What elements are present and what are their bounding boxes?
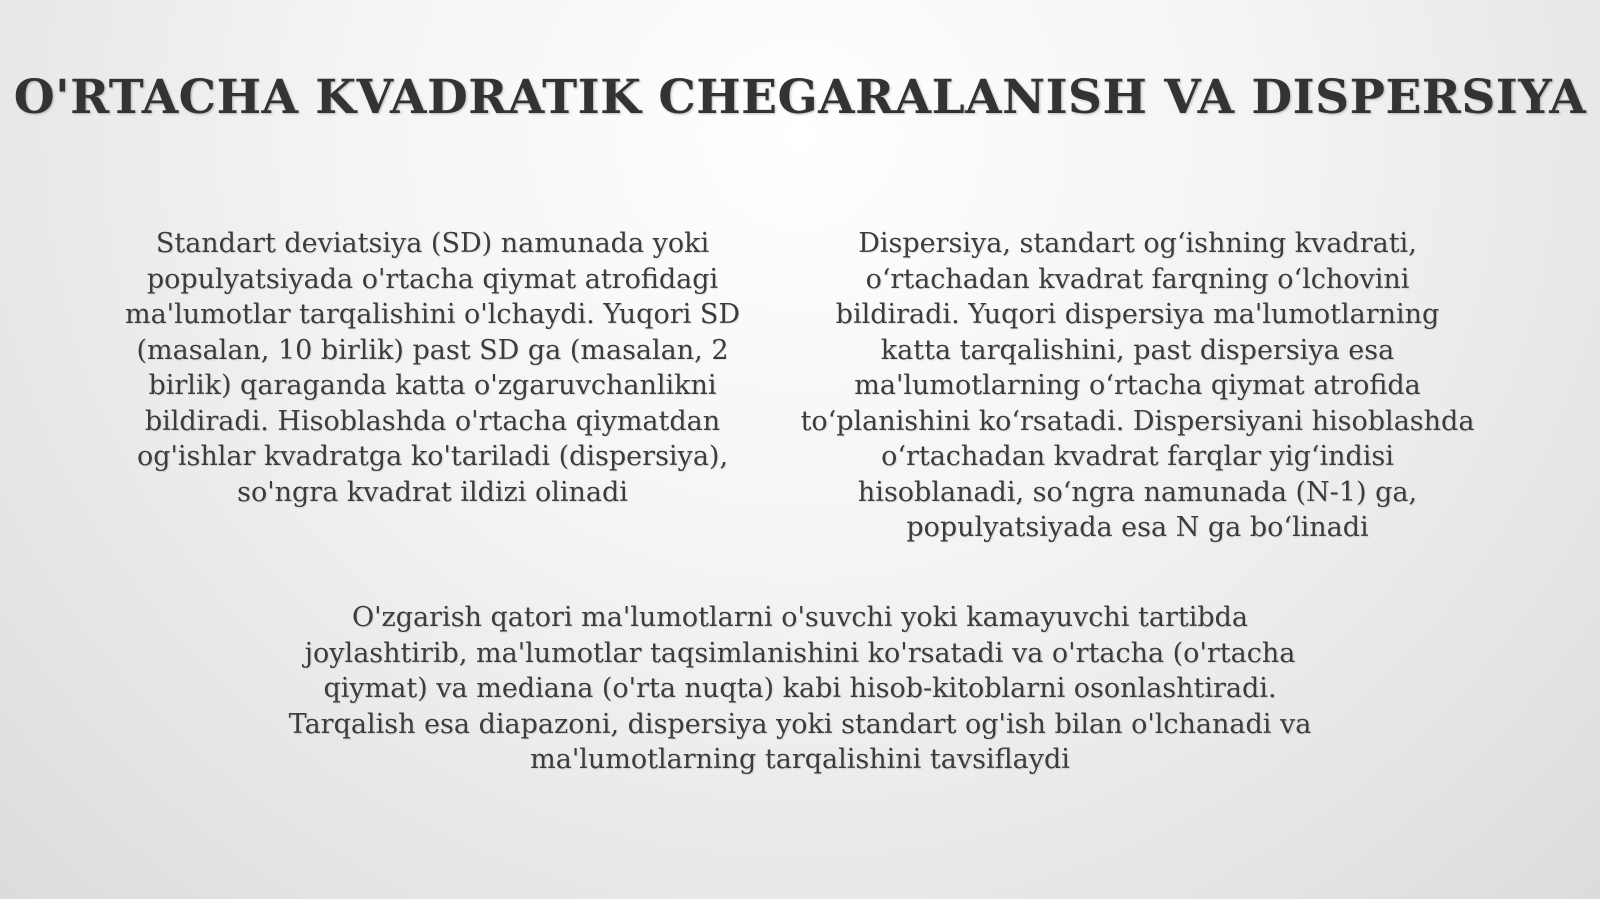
bottom-text-block: O'zgarish qatori ma'lumotlarni o'suvchi yoki kamayuvchi tartibda joylashtirib, ma'lumotlar taqsimlanishini ko'rsatadi va o'rtacha (o'rtacha qiymat) va mediana (o'rta nuqta) kabi hisob-kitoblarni osonlashtiradi. Tarqalish esa diapazoni, dispersiya yoki standart og'ish bilan o'lchanadi va ma'lumotlarning tarqalishini tavsiflaydi <box>288 602 1312 775</box>
slide-title: O'RTACHA KVADRATIK CHEGARALANISH VA DISPERSIYA <box>13 70 1587 125</box>
right-text-block: Dispersiya, standart og‘ishning kvadrati, o‘rtachadan kvadrat farqning o‘lchovini bildiradi. Yuqori dispersiya ma'lumotlarning katta tarqalishini, past dispersiya esa ma'lumotlarning o‘rtacha qiymat atrofida to‘planishini ko‘rsatadi. Dispersiyani hisoblashda o‘rtachadan kvadrat farqlar yig‘indisi hisoblanadi, so‘ngra namunada (N-1) ga, populyatsiyada esa N ga bo‘linadi <box>800 228 1475 543</box>
left-text-block: Standart deviatsiya (SD) namunada yoki populyatsiyada o'rtacha qiymat atrofidagi ma'lumotlar tarqalishini o'lchaydi. Yuqori SD (masalan, 10 birlik) past SD ga (masalan, 2 birlik) qaraganda katta o'zgaruvchanlikni bildiradi. Hisoblashda o'rtacha qiymatdan og'ishlar kvadratga ko'tariladi (dispersiya), so'ngra kvadrat ildizi olinadi <box>124 228 740 508</box>
